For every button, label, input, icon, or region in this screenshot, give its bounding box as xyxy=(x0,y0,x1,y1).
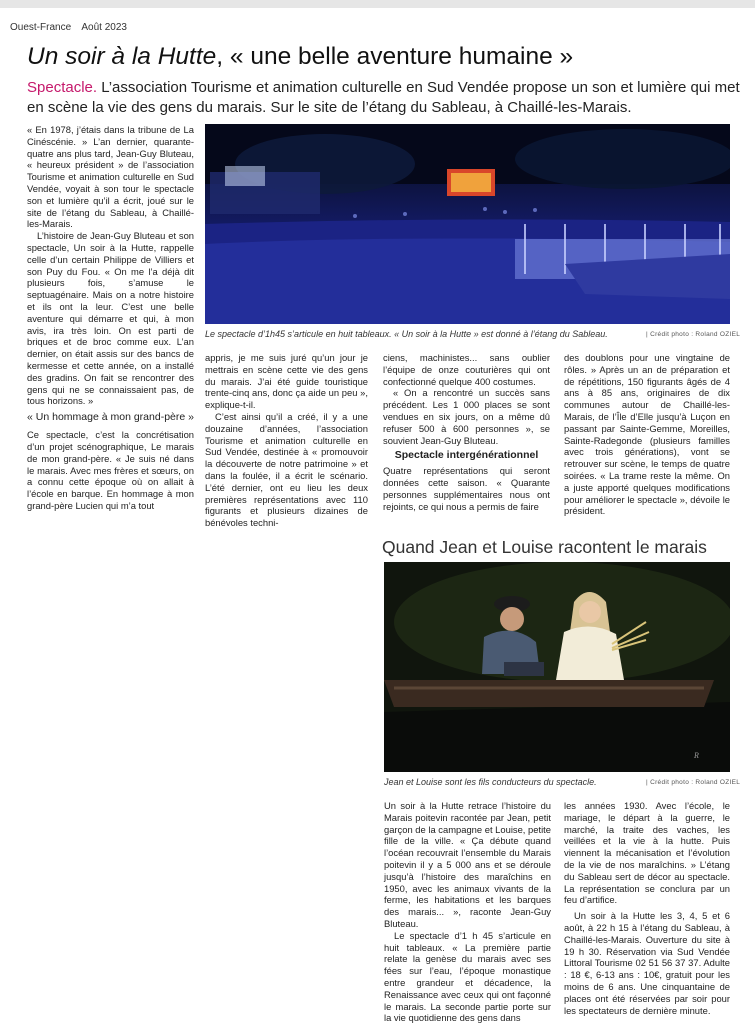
col1-paragraph-1: « En 1978, j’étais dans la tribune de La Cinéscénie. » L’an dernier, quarante-quatre ans plus tard, Jean-Guy Bluteau, « heureux président » de l’association Tourisme et animation culturelle en Sud Vendée, voyait à son tour le spectacle son et lumière qu’il a écrit, joué sur le site de l’étang du Sableau, à Chaillé-les-Marais. xyxy=(27,124,194,230)
col2-paragraph-2: C’est ainsi qu’il a créé, il y a une douzaine d’années, l’association Tourisme et animation culturelle en Sud Vendée, destinée à « promouvoir la découverte de notre patrimoine » et dans la foulée, il a écrit le scénario. L’été dernier, ont eu lieu les deux premières représentations avec 110 figurants et plusieurs dizaines de bénévoles techni- xyxy=(205,410,368,529)
sidebar-b-paragraph-2: Un soir à la Hutte les 3, 4, 5 et 6 août, à 22 h 15 à l’étang du Sableau, à Chaillé-les-Marais. Ouverture du site à 19 h 30. Réservation via Sud Vendée Littoral Tourisme 02 51 56 37 37. Adulte : 18 €, 6-13 ans : 10€, gratuit pour les moins de 6 ans. Une cinquantaine de places ont été réservées par soir pour les spectateurs de dernière minute. xyxy=(564,910,730,1016)
sidebar-a-paragraph-2: Le spectacle d’1 h 45 s’articule en huit tableaux. « La première partie relate la genèse du marais avec ses fées sur l’eau, l’époque monastique entre grandeur et décadence, la Renaissance avec ceux qui ont façonné le marais. La seconde partie porte sur la vie quotidienne des gens dans xyxy=(384,929,551,1024)
pond-night-illustration xyxy=(205,124,730,324)
col1-paragraph-3: Ce spectacle, c’est la concrétisation d’un projet scénographique, Le marais de mon grand-père. « Je suis né dans le marais. Avec mes frères et sœurs, on a connu cette époque où on allait à l’école en barque. En hommage à mon grand-père Lucien qui m’a tout xyxy=(27,429,194,511)
photo2-credit: | Crédit photo : Roland OZIEL xyxy=(646,779,741,786)
col1-subhead: « Un hommage à mon grand-père » xyxy=(27,411,194,424)
photo1-credit: | Crédit photo : Roland OZIEL xyxy=(646,331,741,338)
headline-quote: , « une belle aventure humaine » xyxy=(216,43,574,70)
photo2-caption: Jean et Louise sont les fils conducteurs du spectacle. xyxy=(384,777,597,787)
sidebar-column-a xyxy=(384,800,551,1024)
pond-night-photo xyxy=(205,124,730,324)
col3-paragraph-2: « On a rencontré un succès sans précédent. Les 1 000 places se sont vendues en six jours, on a même dû refuser 500 à 600 personnes », se souvient Jean-Guy Bluteau. xyxy=(383,387,550,446)
newspaper-name: Ouest-France xyxy=(10,22,72,33)
kicker: Spectacle. xyxy=(27,79,98,96)
col1-paragraph-2: L’histoire de Jean-Guy Bluteau et son spectacle, Un soir à la Hutte, rappelle celle d’un certain Philippe de Villiers et son Puy du Fou. « On me l’a déjà dit plusieurs fois, s’amuse le septuagénaire. Mais on a notre histoire et ils ont la leur. C’est une belle aventure qui démarre et qui, à mon avis, ira très loin. On est parti de briques et de broc comme eux. L’an dernier, on était assis sur des bancs de kermesse et cette année, on a installé des gradins. On fait se rencontrer des gens qui ne se connaissaient pas, de tous horizons. » xyxy=(27,230,194,407)
article-column-3 xyxy=(383,352,550,512)
col3-subhead: Spectacle intergénérationnel xyxy=(394,449,539,462)
lede xyxy=(27,78,747,118)
col3-paragraph-1: ciens, machinistes... sans oublier l’équipe de onze couturières qui ont confectionné quelque 400 costumes. xyxy=(383,352,550,387)
top-bar xyxy=(0,0,755,8)
sidebar-a-paragraph-1: Un soir à la Hutte retrace l’histoire du Marais poitevin racontée par Jean, petit garçon de la campagne et Louise, petite fille de la ville. « Ça débute quand l’océan recouvrait l’ensemble du Marais poitevin il y a 5 000 ans et se déroule jusqu’à l’histoire des maraîchins en 1950, avec les animaux vivants de la ferme, les habitations et les barques des marais... », raconte Jean-Guy Bluteau. xyxy=(384,800,551,929)
article-column-2 xyxy=(205,352,368,529)
article-column-1 xyxy=(27,124,194,512)
lede-text: L’association Tourisme et animation culturelle en Sud Vendée propose un son et lumière qui met en scène la vie des gens du marais. Sur le site de l’étang du Sableau, à Chaillé-les-Marais. xyxy=(27,79,740,116)
sidebar-column-b xyxy=(564,800,730,1016)
col4-paragraph-1: des doublons pour une vingtaine de rôles. » Après un an de préparation et de répétitions, 150 figurants âgés de 4 ans à 85 ans, originaires de dix communes autour de Chaillé-les-Marais, de l’Île d’Elle jusqu’à Luçon en passant par Sainte-Gemme, Moreilles, Sainte-Radegonde (plusieurs familles avec trois générations), vont se retrouver sur scène, le temps de quatre soirées. « La trame reste la même. On a juste apporté quelques modifications pour améliorer le spectacle », dévoile le président. xyxy=(564,352,730,517)
source-line xyxy=(10,22,135,33)
sidebar-title: Quand Jean et Louise racontent le marais xyxy=(382,537,707,557)
col3-paragraph-3: Quatre représentations qui seront données cette saison. « Quarante personnes supplémentaires nous ont rejoints, ce qui nous a permis de faire xyxy=(383,465,550,512)
article-column-4 xyxy=(564,352,730,517)
sidebar-b-paragraph-1: les années 1930. Avec l’école, le mariage, le départ à la guerre, le marché, la traite des vaches, les veillées et la vie à la hutte. Puis viennent la mécanisation et l’évolution de la vie de nos maraîchins. » L’étang du Sableau sert de décor au spectacle. La représentation se conclura par un feu d’artifice. xyxy=(564,800,730,906)
jean-louise-photo xyxy=(384,562,730,772)
col2-paragraph-1: appris, je me suis juré qu’un jour je mettrais en scène cette vie des gens du marais. J’ai été guide touristique trente-cinq ans, donc ça aide un peu », explique-t-il. xyxy=(205,352,368,411)
boat-children-illustration xyxy=(384,562,730,772)
issue-date: Août 2023 xyxy=(81,22,127,33)
headline-show-name: Un soir à la Hutte xyxy=(27,43,217,70)
headline xyxy=(27,42,747,72)
svg-text:R: R xyxy=(694,751,699,760)
photo1-caption: Le spectacle d’1h45 s’articule en huit tableaux. « Un soir à la Hutte » est donné à l’étang du Sableau. xyxy=(205,329,608,339)
